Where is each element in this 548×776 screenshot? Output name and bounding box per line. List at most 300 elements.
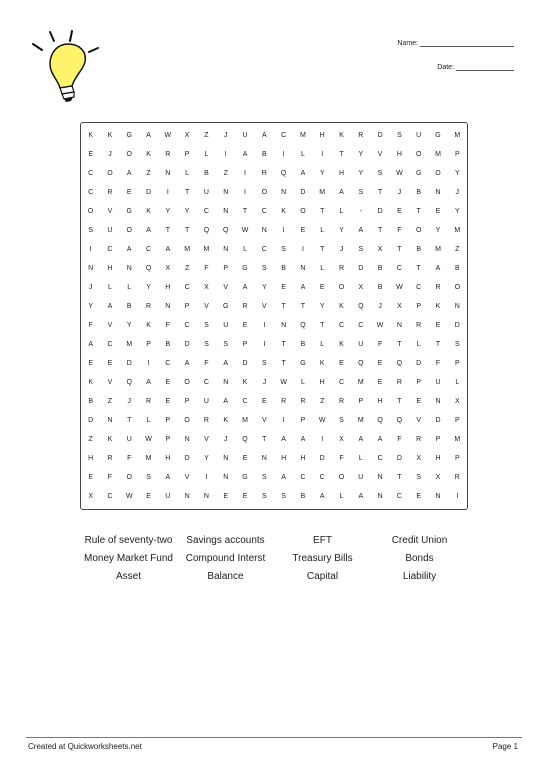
grid-letter[interactable]: P [300,417,306,424]
grid-letter[interactable]: N [223,246,229,253]
grid-letter[interactable]: R [435,284,441,291]
grid-letter[interactable]: B [416,189,422,196]
grid-letter[interactable]: H [435,455,441,462]
grid-letter[interactable]: J [108,151,112,158]
grid-letter[interactable]: N [261,227,267,234]
grid-letter[interactable]: Z [223,170,228,177]
grid-letter[interactable]: B [261,151,267,158]
grid-letter[interactable]: M [454,227,461,234]
grid-letter[interactable]: Q [377,417,383,424]
grid-letter[interactable]: X [377,246,383,253]
grid-letter[interactable]: K [88,379,93,386]
grid-letter[interactable]: Z [455,246,460,253]
grid-letter[interactable]: N [377,474,383,481]
grid-letter[interactable]: V [204,436,209,443]
grid-letter[interactable]: Y [358,151,364,158]
grid-letter[interactable]: N [223,208,229,215]
grid-letter[interactable]: E [88,360,93,367]
grid-letter[interactable]: S [88,227,93,234]
grid-letter[interactable]: K [107,436,113,443]
grid-letter[interactable]: A [300,436,306,443]
grid-letter[interactable]: P [454,151,460,158]
grid-letter[interactable]: P [358,398,364,405]
grid-letter[interactable]: X [88,493,93,500]
grid-letter[interactable]: M [184,246,191,253]
grid-letter[interactable]: X [339,436,344,443]
grid-letter[interactable]: A [339,189,344,196]
grid-letter[interactable]: N [454,303,460,310]
grid-letter[interactable]: R [416,436,422,443]
grid-letter[interactable]: E [242,493,248,500]
grid-letter[interactable]: E [339,360,344,367]
grid-letter[interactable]: O [415,227,422,234]
grid-letter[interactable]: D [358,265,364,272]
grid-letter[interactable]: Y [184,208,190,215]
grid-letter[interactable]: U [358,474,364,481]
grid-letter[interactable]: V [204,303,209,310]
grid-letter[interactable]: E [435,322,441,329]
grid-letter[interactable]: N [281,189,287,196]
grid-letter[interactable]: D [377,132,383,139]
grid-letter[interactable]: E [300,227,306,234]
grid-letter[interactable]: I [301,246,304,253]
grid-letter[interactable]: G [126,132,132,139]
grid-letter[interactable]: W [396,170,403,177]
grid-letter[interactable]: A [242,284,248,291]
grid-letter[interactable]: C [203,208,209,215]
grid-letter[interactable]: R [242,303,248,310]
grid-letter[interactable]: V [184,474,190,481]
grid-letter[interactable]: P [165,417,171,424]
grid-letter[interactable]: M [454,436,461,443]
grid-letter[interactable]: N [165,303,171,310]
grid-letter[interactable]: D [242,360,248,367]
grid-letter[interactable]: C [242,398,248,405]
grid-letter[interactable]: A [242,151,248,158]
grid-letter[interactable]: U [203,398,209,405]
grid-letter[interactable]: H [165,455,171,462]
grid-letter[interactable]: O [300,208,306,215]
grid-letter[interactable]: K [281,208,286,215]
grid-letter[interactable]: Y [319,170,325,177]
grid-letter[interactable]: B [204,170,209,177]
grid-letter[interactable]: P [454,455,460,462]
grid-letter[interactable]: J [88,284,93,291]
grid-letter[interactable]: M [435,246,441,253]
grid-letter[interactable]: Y [454,170,460,177]
grid-letter[interactable]: R [396,379,402,386]
grid-letter[interactable]: K [339,303,344,310]
grid-letter[interactable]: T [435,341,441,348]
grid-letter[interactable]: L [320,341,325,348]
grid-letter[interactable]: J [223,132,228,139]
grid-letter[interactable]: T [397,341,402,348]
grid-letter[interactable]: S [204,322,209,329]
grid-letter[interactable]: M [145,455,152,462]
grid-letter[interactable]: N [184,436,190,443]
grid-letter[interactable]: R [165,151,171,158]
grid-letter[interactable]: N [223,379,229,386]
grid-letter[interactable]: E [126,189,132,196]
grid-letter[interactable]: M [357,417,364,424]
grid-letter[interactable]: G [126,208,132,215]
grid-letter[interactable]: B [165,341,171,348]
grid-letter[interactable]: N [165,170,171,177]
grid-letter[interactable]: K [146,151,151,158]
grid-letter[interactable]: Y [454,208,460,215]
grid-letter[interactable]: O [184,379,190,386]
grid-letter[interactable]: T [377,189,383,196]
grid-letter[interactable]: L [300,151,305,158]
grid-letter[interactable]: B [416,246,422,253]
grid-letter[interactable]: L [127,284,132,291]
grid-letter[interactable]: N [435,189,441,196]
grid-letter[interactable]: A [146,379,151,386]
grid-letter[interactable]: K [319,360,325,367]
grid-letter[interactable]: B [377,265,383,272]
grid-letter[interactable]: C [416,284,422,291]
grid-letter[interactable]: P [454,417,460,424]
grid-letter[interactable]: G [300,360,306,367]
grid-letter[interactable]: N [261,455,267,462]
grid-letter[interactable]: T [281,303,286,310]
grid-letter[interactable]: C [107,341,113,348]
grid-letter[interactable]: E [242,455,248,462]
grid-letter[interactable]: X [184,132,190,139]
grid-letter[interactable]: R [338,265,345,272]
grid-letter[interactable]: J [262,379,267,386]
grid-letter[interactable]: A [358,493,364,500]
grid-letter[interactable]: Q [203,227,210,234]
grid-letter[interactable]: A [377,436,383,443]
grid-letter[interactable]: L [358,455,363,462]
grid-letter[interactable]: A [88,341,93,348]
grid-letter[interactable]: C [377,455,383,462]
grid-letter[interactable]: I [456,493,459,500]
grid-letter[interactable]: E [146,493,151,500]
grid-letter[interactable]: U [242,132,248,139]
grid-letter[interactable]: Q [300,322,306,329]
grid-letter[interactable]: A [184,360,190,367]
grid-letter[interactable]: N [203,493,209,500]
grid-letter[interactable]: G [242,265,248,272]
grid-letter[interactable]: D [88,417,94,424]
grid-letter[interactable]: R [358,132,364,139]
grid-letter[interactable]: R [107,455,113,462]
grid-letter[interactable]: F [377,341,383,348]
grid-letter[interactable]: Q [396,360,403,367]
grid-letter[interactable]: E [261,398,267,405]
grid-letter[interactable]: C [396,493,402,500]
grid-letter[interactable]: E [165,398,171,405]
grid-letter[interactable]: Q [223,227,229,234]
grid-letter[interactable]: P [454,360,460,367]
grid-letter[interactable]: B [454,265,460,272]
grid-letter[interactable]: P [242,341,248,348]
grid-letter[interactable]: B [126,303,132,310]
grid-letter[interactable]: I [89,246,92,253]
grid-letter[interactable]: B [88,398,93,405]
grid-letter[interactable]: C [88,170,94,177]
grid-letter[interactable]: S [281,493,286,500]
grid-letter[interactable]: J [223,436,228,443]
grid-letter[interactable]: C [396,265,402,272]
grid-letter[interactable]: P [184,151,190,158]
grid-letter[interactable]: I [244,189,246,196]
grid-letter[interactable]: Y [126,322,132,329]
grid-letter[interactable]: M [435,151,441,158]
grid-letter[interactable]: F [397,227,402,234]
grid-letter[interactable]: I [263,341,266,348]
grid-letter[interactable]: T [127,417,132,424]
grid-letter[interactable]: P [165,436,171,443]
name-field[interactable] [397,40,514,47]
grid-letter[interactable]: E [377,360,383,367]
grid-letter[interactable]: N [223,189,229,196]
grid-letter[interactable]: A [358,227,364,234]
grid-letter[interactable]: C [107,246,113,253]
grid-letter[interactable]: O [261,189,268,196]
grid-letter[interactable]: F [435,360,441,367]
grid-letter[interactable]: R [261,170,267,177]
grid-letter[interactable]: H [281,455,287,462]
name-blank-line[interactable] [420,46,514,47]
grid-letter[interactable]: S [358,246,364,253]
grid-letter[interactable]: U [435,379,441,386]
grid-letter[interactable]: S [454,341,460,348]
grid-letter[interactable]: Q [396,417,403,424]
grid-letter[interactable]: H [319,379,325,386]
grid-letter[interactable]: O [107,170,113,177]
grid-letter[interactable]: J [378,303,382,310]
grid-letter[interactable]: D [184,341,190,348]
grid-letter[interactable]: E [88,151,93,158]
grid-letter[interactable]: H [377,398,383,405]
grid-letter[interactable]: T [281,341,286,348]
grid-letter[interactable]: R [146,303,152,310]
grid-letter[interactable]: E [319,284,325,291]
grid-letter[interactable]: C [281,132,287,139]
grid-letter[interactable]: W [318,417,326,424]
grid-letter[interactable]: H [107,265,113,272]
grid-letter[interactable]: A [223,360,229,367]
grid-letter[interactable]: O [338,284,345,291]
grid-letter[interactable]: Z [146,170,151,177]
date-blank-line[interactable] [456,70,514,71]
grid-letter[interactable]: T [184,189,190,196]
grid-letter[interactable]: I [147,360,150,367]
grid-letter[interactable]: R [454,474,460,481]
grid-letter[interactable]: Y [339,227,344,234]
grid-letter[interactable]: P [435,436,441,443]
grid-letter[interactable]: J [397,189,402,196]
grid-letter[interactable]: Q [242,436,248,443]
grid-letter[interactable]: A [358,436,364,443]
grid-letter[interactable]: E [377,379,383,386]
grid-letter[interactable]: I [321,151,324,158]
grid-letter[interactable]: P [223,265,229,272]
grid-letter[interactable]: T [184,227,190,234]
grid-letter[interactable]: W [396,284,403,291]
grid-letter[interactable]: W [376,322,384,329]
grid-letter[interactable]: N [107,417,113,424]
grid-letter[interactable]: W [280,379,287,386]
grid-letter[interactable]: E [165,379,171,386]
grid-letter[interactable]: A [165,474,171,481]
grid-letter[interactable]: L [300,379,305,386]
grid-letter[interactable]: B [300,341,306,348]
grid-letter[interactable]: Y [204,455,209,462]
grid-letter[interactable]: R [146,398,152,405]
grid-letter[interactable]: U [223,322,229,329]
grid-letter[interactable]: W [164,132,172,139]
grid-letter[interactable]: H [300,455,306,462]
grid-letter[interactable]: T [397,398,402,405]
grid-letter[interactable]: K [435,303,441,310]
grid-letter[interactable]: H [88,455,94,462]
grid-letter[interactable]: I [263,322,266,329]
grid-letter[interactable]: V [107,379,113,386]
grid-letter[interactable]: T [320,246,325,253]
grid-letter[interactable]: K [339,341,344,348]
grid-letter[interactable]: A [126,246,132,253]
grid-letter[interactable]: X [358,284,364,291]
grid-letter[interactable]: A [300,284,306,291]
grid-letter[interactable]: M [357,379,364,386]
grid-letter[interactable]: I [282,227,285,234]
date-field[interactable] [437,64,514,71]
grid-letter[interactable]: E [223,493,229,500]
grid-letter[interactable]: N [223,455,229,462]
grid-letter[interactable]: X [204,284,209,291]
grid-letter[interactable]: S [204,341,209,348]
grid-letter[interactable]: K [223,417,229,424]
grid-letter[interactable]: Y [261,284,267,291]
grid-letter[interactable]: Z [107,398,113,405]
grid-letter[interactable]: X [397,303,402,310]
grid-letter[interactable]: T [281,360,286,367]
grid-letter[interactable]: V [377,151,383,158]
grid-letter[interactable]: Y [435,227,441,234]
grid-letter[interactable]: F [107,474,113,481]
grid-letter[interactable]: Z [320,398,325,405]
grid-letter[interactable]: F [204,360,209,367]
grid-letter[interactable]: V [261,303,267,310]
grid-letter[interactable]: E [88,474,93,481]
grid-letter[interactable]: R [281,398,287,405]
grid-letter[interactable]: T [377,227,383,234]
grid-letter[interactable]: N [281,322,287,329]
grid-letter[interactable]: L [339,208,344,215]
grid-letter[interactable]: W [145,436,152,443]
grid-letter[interactable]: P [416,303,422,310]
grid-letter[interactable]: - [359,208,362,215]
grid-letter[interactable]: F [339,455,344,462]
grid-letter[interactable]: V [107,208,113,215]
grid-letter[interactable]: O [126,474,132,481]
grid-letter[interactable]: U [416,132,422,139]
grid-letter[interactable]: S [261,360,267,367]
grid-letter[interactable]: D [416,360,422,367]
grid-letter[interactable]: J [339,246,344,253]
grid-letter[interactable]: W [125,493,133,500]
grid-letter[interactable]: C [338,379,345,386]
grid-letter[interactable]: B [281,265,286,272]
grid-letter[interactable]: R [416,322,422,329]
grid-letter[interactable]: V [416,417,422,424]
grid-letter[interactable]: M [242,417,248,424]
grid-letter[interactable]: L [320,227,325,234]
grid-letter[interactable]: P [184,303,190,310]
grid-letter[interactable]: O [435,170,441,177]
grid-letter[interactable]: P [184,398,190,405]
grid-letter[interactable]: F [397,436,402,443]
grid-letter[interactable]: A [261,132,267,139]
grid-letter[interactable]: N [88,265,94,272]
grid-letter[interactable]: H [396,151,402,158]
grid-letter[interactable]: N [126,265,132,272]
grid-letter[interactable]: C [146,246,152,253]
grid-letter[interactable]: Y [319,303,325,310]
grid-letter[interactable]: J [455,189,460,196]
grid-letter[interactable]: R [203,417,209,424]
grid-letter[interactable]: D [435,417,441,424]
grid-letter[interactable]: C [338,322,345,329]
grid-letter[interactable]: M [203,246,210,253]
grid-letter[interactable]: O [126,151,132,158]
grid-letter[interactable]: U [358,341,364,348]
grid-letter[interactable]: Q [145,265,152,272]
grid-letter[interactable]: Y [88,303,93,310]
grid-letter[interactable]: T [339,151,344,158]
grid-letter[interactable]: I [244,170,246,177]
grid-letter[interactable]: S [261,474,267,481]
grid-letter[interactable]: S [358,189,364,196]
grid-letter[interactable]: C [184,284,190,291]
grid-letter[interactable]: T [242,208,248,215]
grid-letter[interactable]: Q [126,379,132,386]
grid-letter[interactable]: A [223,398,229,405]
grid-letter[interactable]: U [126,436,132,443]
grid-letter[interactable]: E [416,493,422,500]
grid-letter[interactable]: I [282,417,285,424]
grid-letter[interactable]: A [281,474,286,481]
grid-letter[interactable]: L [146,417,151,424]
grid-letter[interactable]: W [241,227,249,234]
grid-letter[interactable]: L [320,265,325,272]
grid-letter[interactable]: J [127,398,131,405]
grid-letter[interactable]: L [185,170,190,177]
grid-letter[interactable]: G [415,170,422,177]
grid-letter[interactable]: D [146,189,152,196]
grid-letter[interactable]: A [300,170,306,177]
grid-letter[interactable]: E [281,284,286,291]
grid-letter[interactable]: I [224,151,227,158]
grid-letter[interactable]: O [87,208,94,215]
grid-letter[interactable]: H [338,170,345,177]
grid-letter[interactable]: L [243,246,247,253]
grid-letter[interactable]: U [107,227,113,234]
grid-letter[interactable]: K [242,379,248,386]
grid-letter[interactable]: A [165,246,171,253]
grid-letter[interactable]: T [416,265,421,272]
grid-letter[interactable]: X [416,455,422,462]
grid-letter[interactable]: A [319,493,325,500]
grid-letter[interactable]: O [415,151,422,158]
grid-letter[interactable]: F [165,322,170,329]
grid-letter[interactable]: O [454,284,461,291]
grid-letter[interactable]: T [397,474,402,481]
